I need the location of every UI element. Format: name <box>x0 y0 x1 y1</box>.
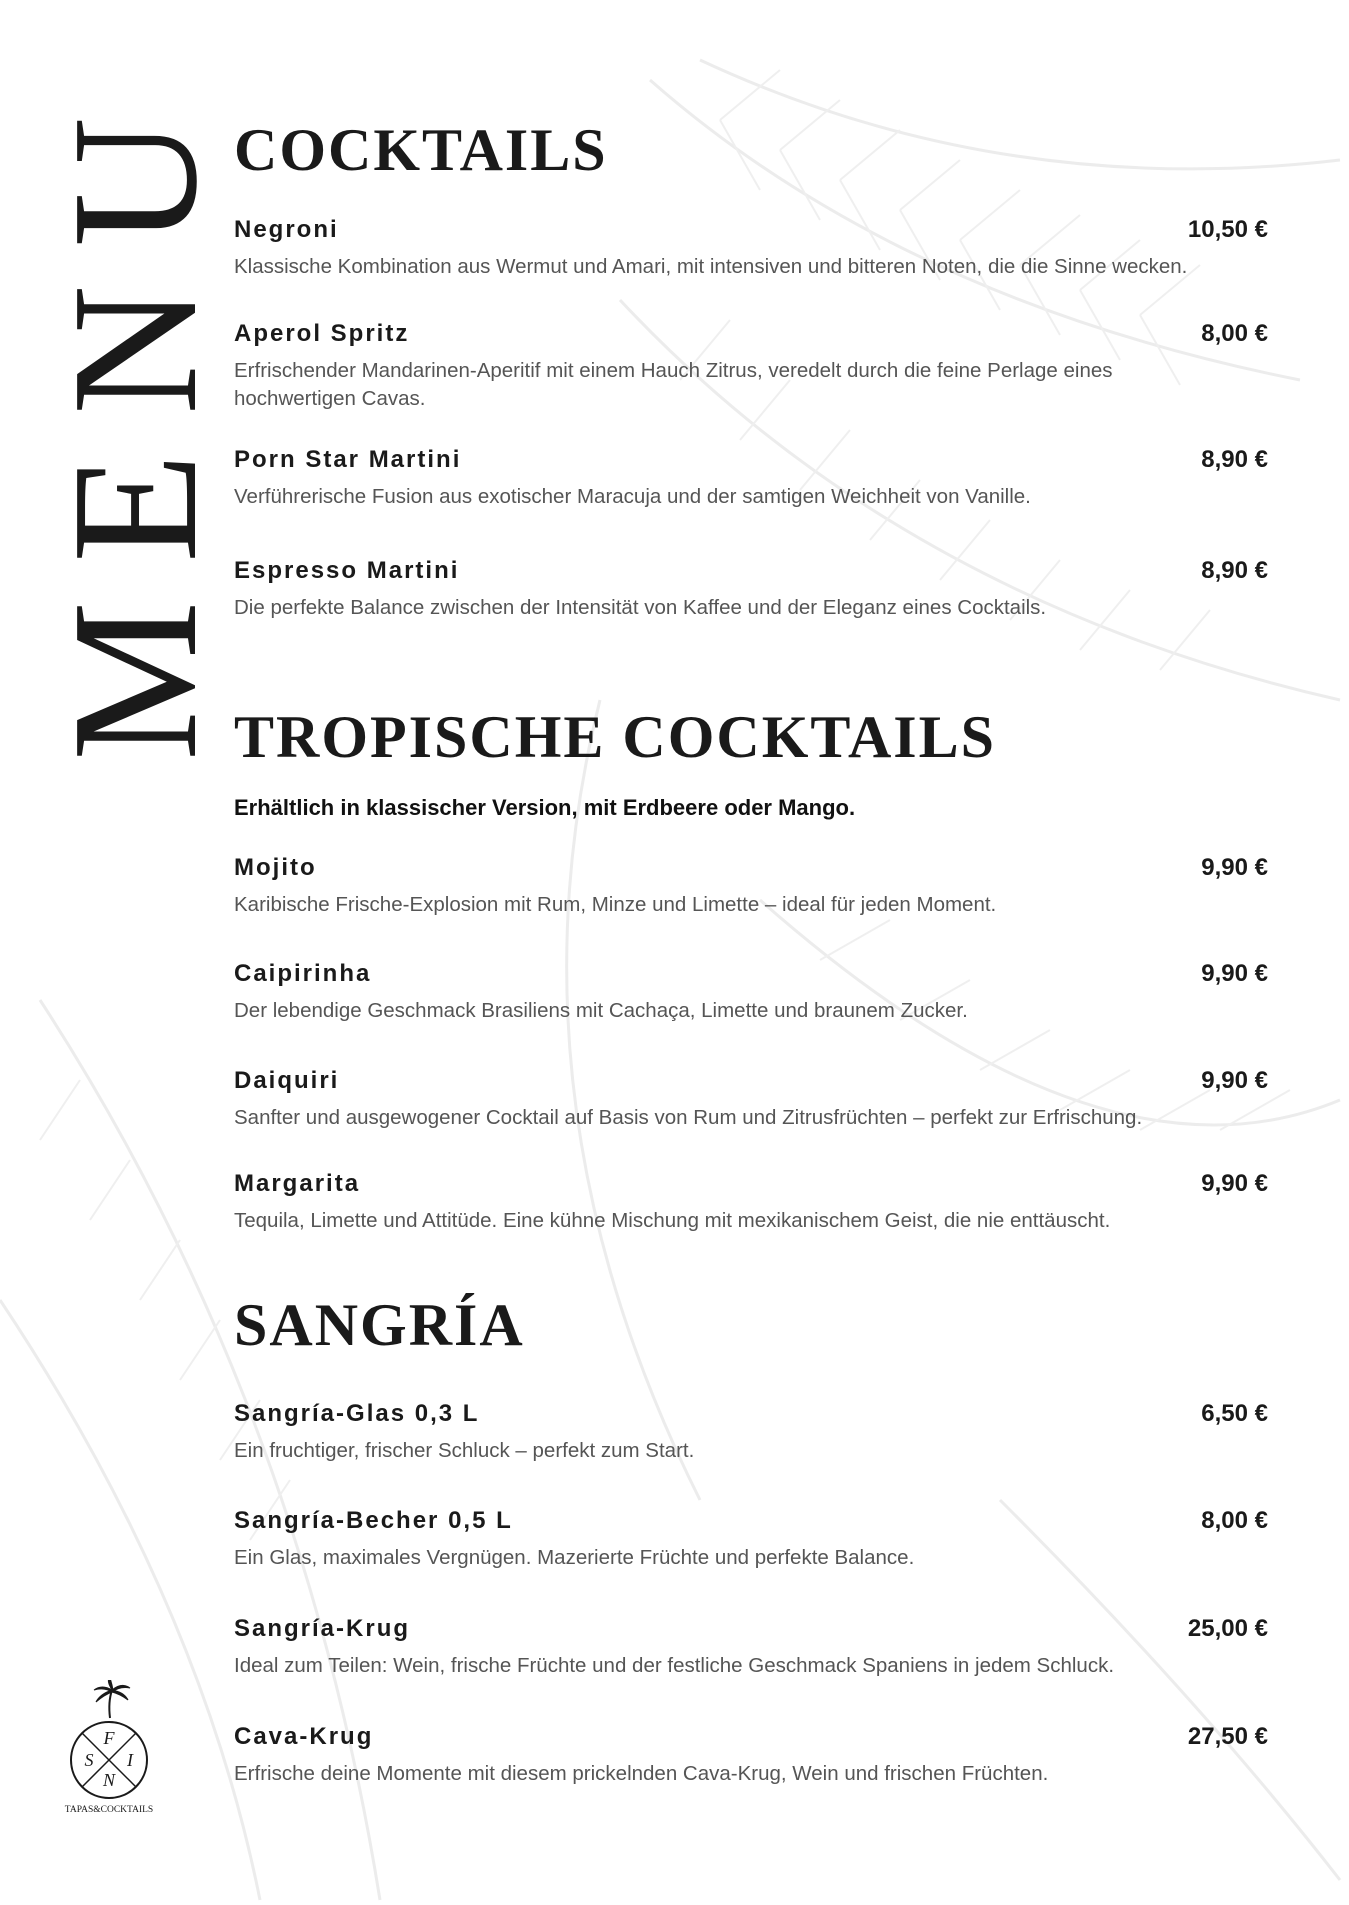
item-price: 27,50 € <box>1187 1723 1268 1750</box>
menu-item <box>234 216 1268 281</box>
item-name: Porn Star Martini <box>234 446 462 473</box>
item-description: Sanfter und ausgewogener Cocktail auf Basis von Rum und Zitrusfrüchten – perfekt zur Erfrischung. <box>234 1106 1143 1129</box>
menu-item <box>234 1615 1268 1680</box>
item-name: Espresso Martini <box>234 557 460 584</box>
item-price: 8,90 € <box>1201 557 1268 584</box>
section-title: TROPISCHE COCKTAILS <box>234 704 997 770</box>
item-price: 9,90 € <box>1201 1170 1268 1197</box>
menu-item <box>234 1507 1268 1572</box>
item-description: Erfrische deine Momente mit diesem prickelnden Cava-Krug, Wein und frischen Früchten. <box>234 1762 1049 1785</box>
item-description: Verführerische Fusion aus exotischer Maracuja und der samtigen Weichheit von Vanille. <box>234 485 1031 508</box>
item-description: Tequila, Limette und Attitüde. Eine kühne Mischung mit mexikanischem Geist, die nie enttäuscht. <box>234 1209 1111 1232</box>
section-sangria <box>234 1292 1268 1358</box>
section-title: COCKTAILS <box>234 117 608 183</box>
item-name: Margarita <box>234 1170 361 1197</box>
item-name: Sangría-Becher 0,5 L <box>234 1507 513 1534</box>
item-name: Caipirinha <box>234 960 372 987</box>
menu-item <box>234 1723 1268 1788</box>
menu-vertical-title: MENU <box>35 79 234 761</box>
menu-item <box>234 854 1268 919</box>
section-title: SANGRÍA <box>234 1292 525 1358</box>
item-price: 8,00 € <box>1201 320 1268 347</box>
item-price: 8,00 € <box>1201 1507 1268 1534</box>
item-name: Cava-Krug <box>234 1723 374 1750</box>
item-name: Daiquiri <box>234 1067 340 1094</box>
menu-item <box>234 1170 1268 1235</box>
section-cocktails <box>234 117 1268 183</box>
section-tropische-cocktails <box>234 704 1268 821</box>
item-description: Der lebendige Geschmack Brasiliens mit Cachaça, Limette und braunem Zucker. <box>234 999 968 1022</box>
item-description: Ideal zum Teilen: Wein, frische Früchte und der festliche Geschmack Spaniens in jedem Schluck. <box>234 1654 1115 1677</box>
item-price: 9,90 € <box>1201 854 1268 881</box>
menu-item <box>234 320 1268 413</box>
restaurant-logo <box>48 1680 170 1820</box>
item-description: Karibische Frische-Explosion mit Rum, Minze und Limette – ideal für jeden Moment. <box>234 893 997 916</box>
menu-item <box>234 1067 1268 1132</box>
item-name: Negroni <box>234 216 339 243</box>
item-description: Erfrischender Mandarinen-Aperitif mit einem Hauch Zitrus, veredelt durch die feine Perlage eines hochwertigen Cavas. <box>234 359 1113 410</box>
item-price: 6,50 € <box>1201 1400 1268 1427</box>
item-price: 9,90 € <box>1201 1067 1268 1094</box>
menu-item <box>234 1400 1268 1465</box>
item-description: Die perfekte Balance zwischen der Intensität von Kaffee und der Eleganz eines Cocktails. <box>234 596 1047 619</box>
menu-item <box>234 960 1268 1025</box>
item-description: Ein Glas, maximales Vergnügen. Mazerierte Früchte und perfekte Balance. <box>234 1546 915 1569</box>
menu-item <box>234 557 1268 622</box>
item-price: 9,90 € <box>1201 960 1268 987</box>
logo-letter: N <box>102 1770 116 1790</box>
logo-caption: TAPAS&COCKTAILS <box>64 1805 154 1815</box>
item-price: 25,00 € <box>1187 1615 1268 1642</box>
item-price: 8,90 € <box>1201 446 1268 473</box>
menu-item <box>234 446 1268 511</box>
item-description: Klassische Kombination aus Wermut und Amari, mit intensiven und bitteren Noten, die die Sinne wecken. <box>234 255 1188 278</box>
item-description: Ein fruchtiger, frischer Schluck – perfekt zum Start. <box>234 1439 695 1462</box>
logo-letter: I <box>127 1750 133 1770</box>
item-name: Mojito <box>234 854 317 881</box>
item-name: Aperol Spritz <box>234 320 410 347</box>
palm-tree-icon <box>94 1680 130 1718</box>
logo-letter: S <box>84 1750 94 1770</box>
item-name: Sangría-Glas 0,3 L <box>234 1400 480 1427</box>
item-name: Sangría-Krug <box>234 1615 411 1642</box>
logo-letter: F <box>103 1728 115 1748</box>
item-price: 10,50 € <box>1187 216 1268 243</box>
section-note: Erhältlich in klassischer Version, mit Erdbeere oder Mango. <box>234 795 856 820</box>
